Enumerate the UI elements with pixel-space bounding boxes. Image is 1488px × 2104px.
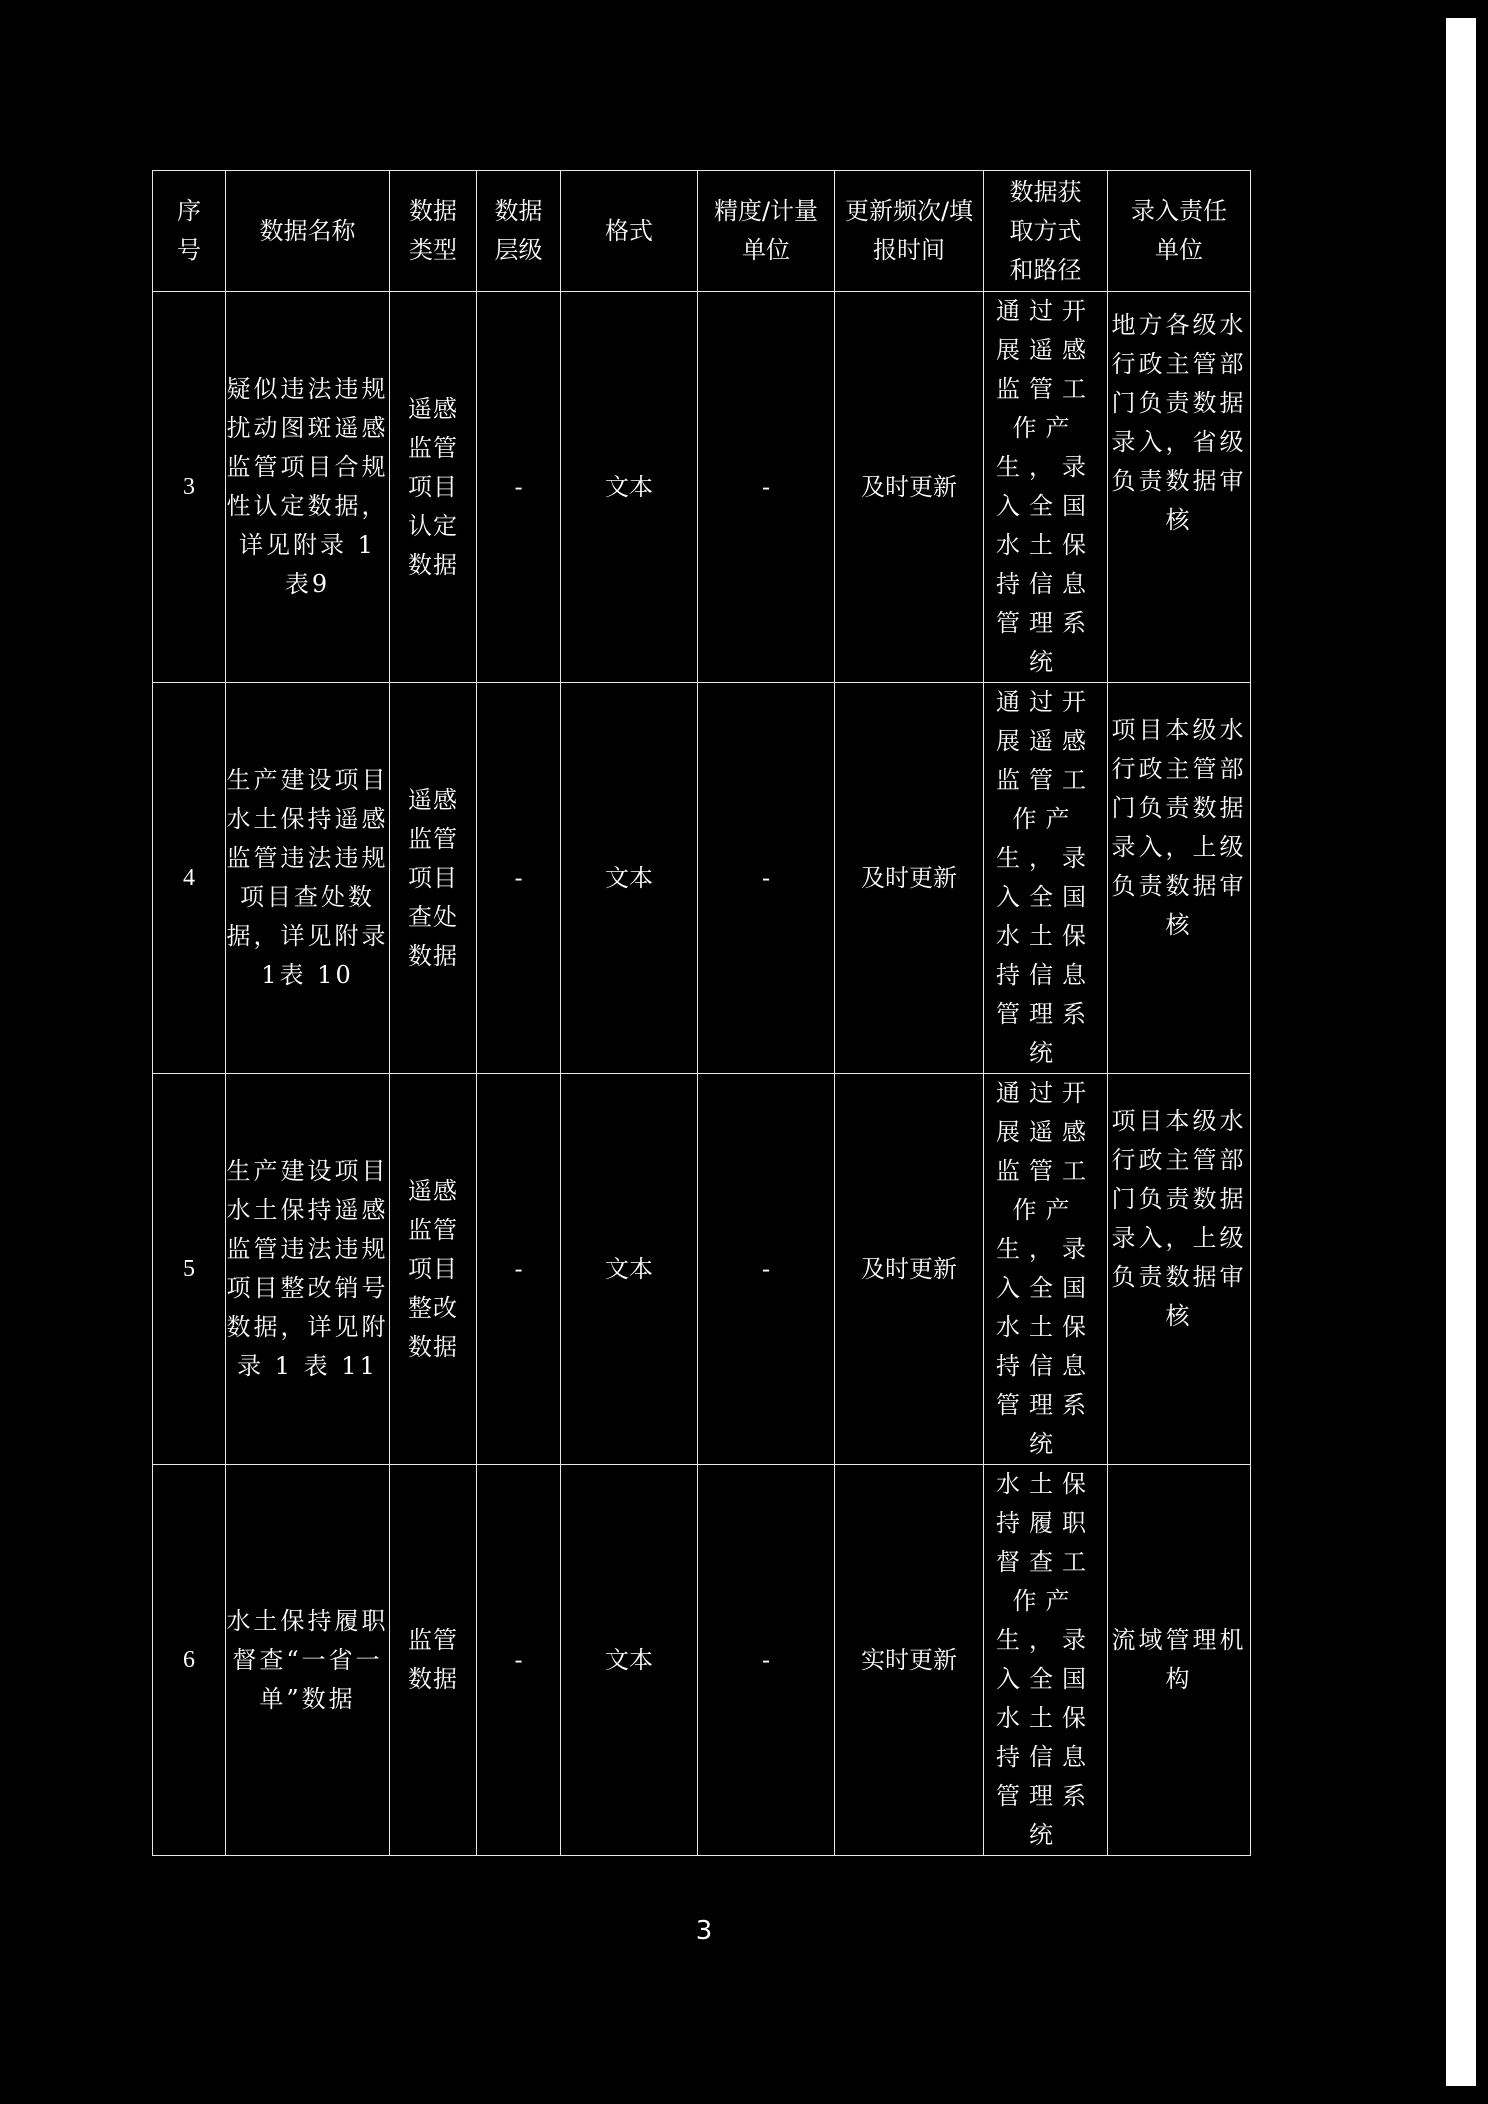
cell-responsible: 地方各级水行政主管部门负责数据录入，省级负责数据审核 (1108, 292, 1251, 683)
cell-responsible: 流域管理机构 (1108, 1465, 1251, 1856)
cell-level: - (477, 1465, 561, 1856)
data-table (152, 170, 1251, 1856)
cell-method: 通过开展遥感监管工作产生，录入全国水土保持信息管理系统 (984, 683, 1108, 1074)
cell-type: 监管数据 (390, 1465, 477, 1856)
header-frequency: 更新频次/填报时间 (835, 171, 984, 292)
table-row (153, 1074, 1251, 1465)
cell-frequency: 及时更新 (835, 683, 984, 1074)
cell-level: - (477, 1074, 561, 1465)
cell-seq: 5 (153, 1074, 226, 1465)
cell-name: 生产建设项目水土保持遥感监管违法违规项目整改销号数据，详见附录 1 表 11 (226, 1074, 390, 1465)
cell-type: 遥感监管项目认定数据 (390, 292, 477, 683)
header-type: 数据类型 (390, 171, 477, 292)
cell-method: 通过开展遥感监管工作产生，录入全国水土保持信息管理系统 (984, 292, 1108, 683)
table-row (153, 292, 1251, 683)
cell-responsible: 项目本级水行政主管部门负责数据录入，上级负责数据审核 (1108, 1074, 1251, 1465)
cell-name: 生产建设项目水土保持遥感监管违法违规项目查处数据，详见附录 1表 10 (226, 683, 390, 1074)
header-precision: 精度/计量单位 (698, 171, 835, 292)
table-row (153, 1465, 1251, 1856)
cell-method: 通过开展遥感监管工作产生，录入全国水土保持信息管理系统 (984, 1074, 1108, 1465)
cell-precision: - (698, 1074, 835, 1465)
cell-name: 疑似违法违规扰动图斑遥感监管项目合规性认定数据，详见附录 1 表9 (226, 292, 390, 683)
table-row (153, 683, 1251, 1074)
cell-format: 文本 (561, 683, 698, 1074)
cell-precision: - (698, 292, 835, 683)
cell-seq: 3 (153, 292, 226, 683)
cell-precision: - (698, 683, 835, 1074)
header-row (153, 171, 1251, 292)
header-responsible: 录入责任单位 (1108, 171, 1251, 292)
header-seq: 序号 (153, 171, 226, 292)
header-name: 数据名称 (226, 171, 390, 292)
cell-seq: 6 (153, 1465, 226, 1856)
cell-type: 遥感监管项目整改数据 (390, 1074, 477, 1465)
cell-frequency: 及时更新 (835, 1074, 984, 1465)
cell-responsible: 项目本级水行政主管部门负责数据录入，上级负责数据审核 (1108, 683, 1251, 1074)
cell-level: - (477, 292, 561, 683)
header-level: 数据层级 (477, 171, 561, 292)
cell-level: - (477, 683, 561, 1074)
header-method: 数据获取方式和路径 (984, 171, 1108, 292)
cell-seq: 4 (153, 683, 226, 1074)
cell-name: 水土保持履职督查“一省一单”数据 (226, 1465, 390, 1856)
cell-format: 文本 (561, 292, 698, 683)
header-format: 格式 (561, 171, 698, 292)
right-edge-bar (1446, 18, 1476, 2086)
page-number: 3 (695, 1916, 713, 1946)
cell-type: 遥感监管项目查处数据 (390, 683, 477, 1074)
cell-precision: - (698, 1465, 835, 1856)
cell-format: 文本 (561, 1465, 698, 1856)
cell-frequency: 及时更新 (835, 292, 984, 683)
cell-format: 文本 (561, 1074, 698, 1465)
cell-method: 水土保持履职督查工作产生，录入全国水土保持信息管理系统 (984, 1465, 1108, 1856)
cell-frequency: 实时更新 (835, 1465, 984, 1856)
